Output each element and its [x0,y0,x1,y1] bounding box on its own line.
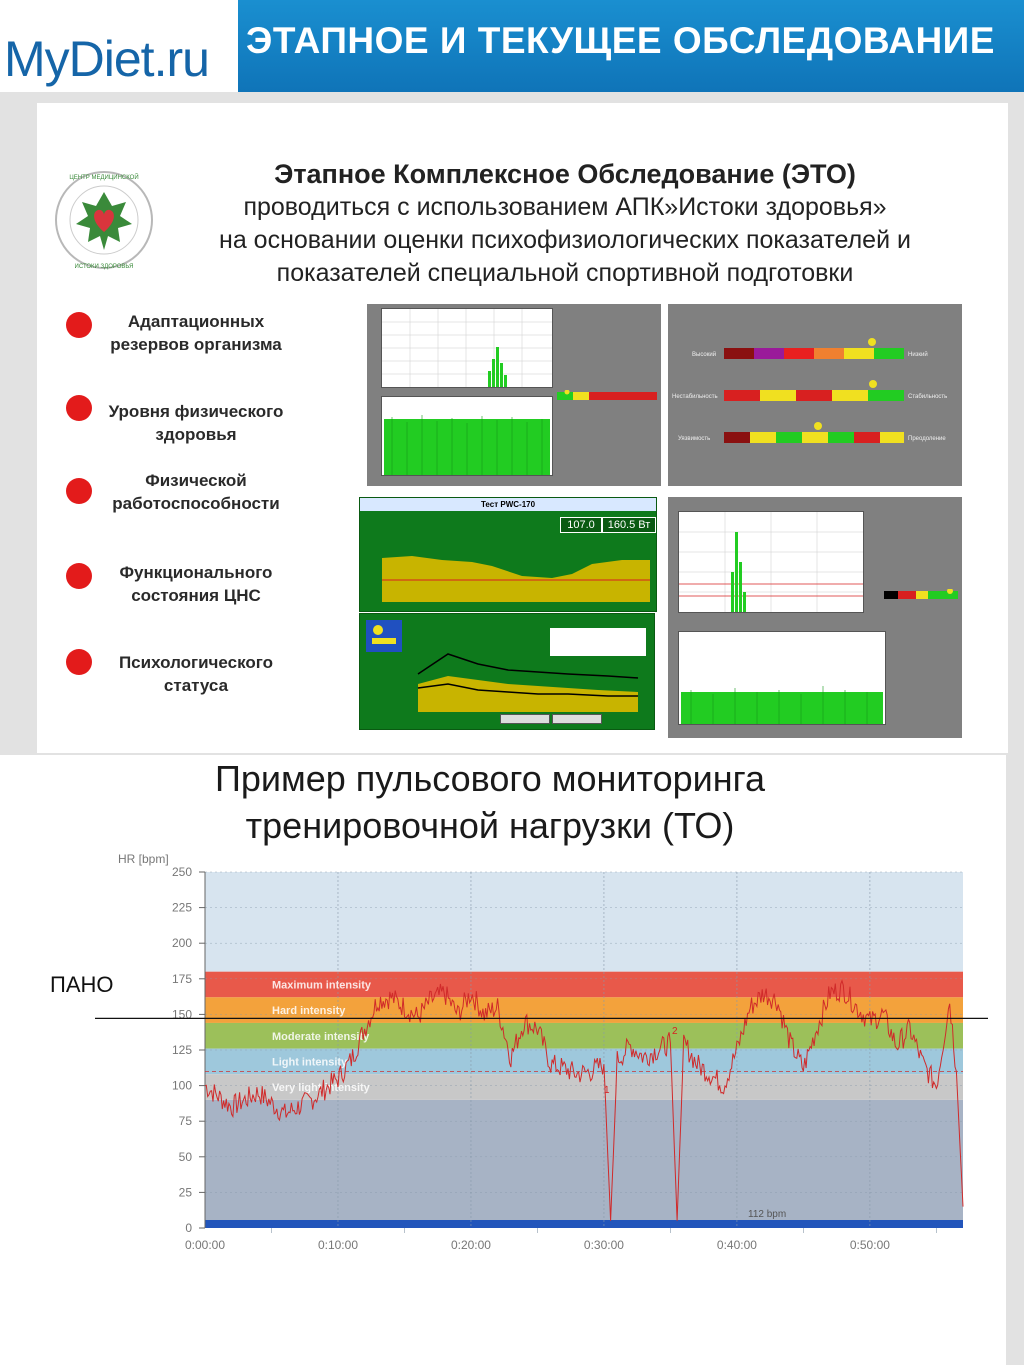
y-tick-label: 200 [171,936,192,951]
page-title: ЭТАПНОЕ И ТЕКУЩЕЕ ОБСЛЕДОВАНИЕ [246,20,995,61]
rest-band [205,1100,963,1228]
bullet-text: состояния ЦНС [131,586,261,605]
x-tick-label: 0:50:00 [849,1238,890,1252]
bottom-readout: 112 bpm [748,1209,787,1220]
zone-label: Hard intensity [272,1005,346,1018]
svg-text:ИСТОКИ ЗДОРОВЬЯ: ИСТОКИ ЗДОРОВЬЯ [74,264,134,270]
bullet-text: Физической [145,471,247,490]
bullet-text: Адаптационных [127,312,265,331]
x-tick-label: 0:10:00 [317,1238,359,1252]
y-axis-label: HR [bpm] [118,852,169,866]
svg-text:Низкий: Низкий [908,352,928,358]
x-tick-label: 0:40:00 [716,1238,757,1252]
marker-2: 2 [672,1026,678,1037]
y-tick-label: 100 [171,1078,192,1093]
baseline-strip [205,1220,963,1228]
zone-label: Light intensity [272,1056,348,1069]
monitoring-title-line1: Пример пульсового мониторинга [214,758,766,799]
y-tick-label: 0 [185,1221,192,1235]
x-tick-label: 0:20:00 [450,1238,491,1252]
y-tick-label: 175 [171,971,192,986]
slide-title-line2: проводиться с использованием АПК»Истоки здоровья» [243,193,887,221]
pano-label: ПАНО [50,972,114,997]
svg-text:Преодоление: Преодоление [908,436,946,442]
pwc-title: Тест PWC-170 [360,498,656,511]
y-tick-label: 50 [178,1149,192,1164]
pwc-value2: 160.5 Вт [602,517,656,533]
y-tick-label: 125 [171,1043,192,1057]
bullet-text: резервов организма [110,335,282,354]
label-high: Высокий [692,352,717,358]
zone-label: Maximum intensity [272,979,372,992]
slide-title-line3: на основании оценки психофизиологических показателей и [219,226,911,254]
marker-1: 1 [604,1085,610,1096]
y-tick-label: 250 [171,865,192,879]
x-tick-label: 0:30:00 [583,1238,624,1252]
bullet-text: статуса [163,676,229,695]
bullet-text: Уровня физического [108,402,284,421]
pwc-value1: 107.0 [560,517,602,533]
svg-text:Стабильность: Стабильность [908,394,948,400]
y-tick-label: 150 [171,1007,192,1022]
y-tick-label: 75 [178,1114,192,1129]
x-tick-label: 0:00:00 [184,1238,226,1252]
zone-label: Moderate intensity [272,1030,370,1043]
y-tick-label: 25 [178,1185,192,1200]
svg-text:Нестабильность: Нестабильность [672,394,718,400]
upper-band [205,872,963,972]
bullet-text: здоровья [155,425,237,444]
bullet-text: Функционального [119,563,273,582]
monitoring-title-line2: тренировочной нагрузки (ТО) [245,805,735,846]
logo: MyDiet.ru [4,31,209,87]
slide-title-line4: показателей специальной спортивной подготовки [276,259,854,287]
y-tick-label: 225 [171,900,192,915]
bullet-text: работоспособности [112,494,280,513]
bullet-text: Психологического [118,653,274,672]
slide-title-line1: Этапное Комплексное Обследование (ЭТО) [274,159,856,189]
zone-label: Very light intensity [272,1082,370,1095]
svg-text:Уязвимость: Уязвимость [678,436,711,442]
svg-text:ЦЕНТР МЕДИЦИНСКОЙ: ЦЕНТР МЕДИЦИНСКОЙ [69,175,139,181]
